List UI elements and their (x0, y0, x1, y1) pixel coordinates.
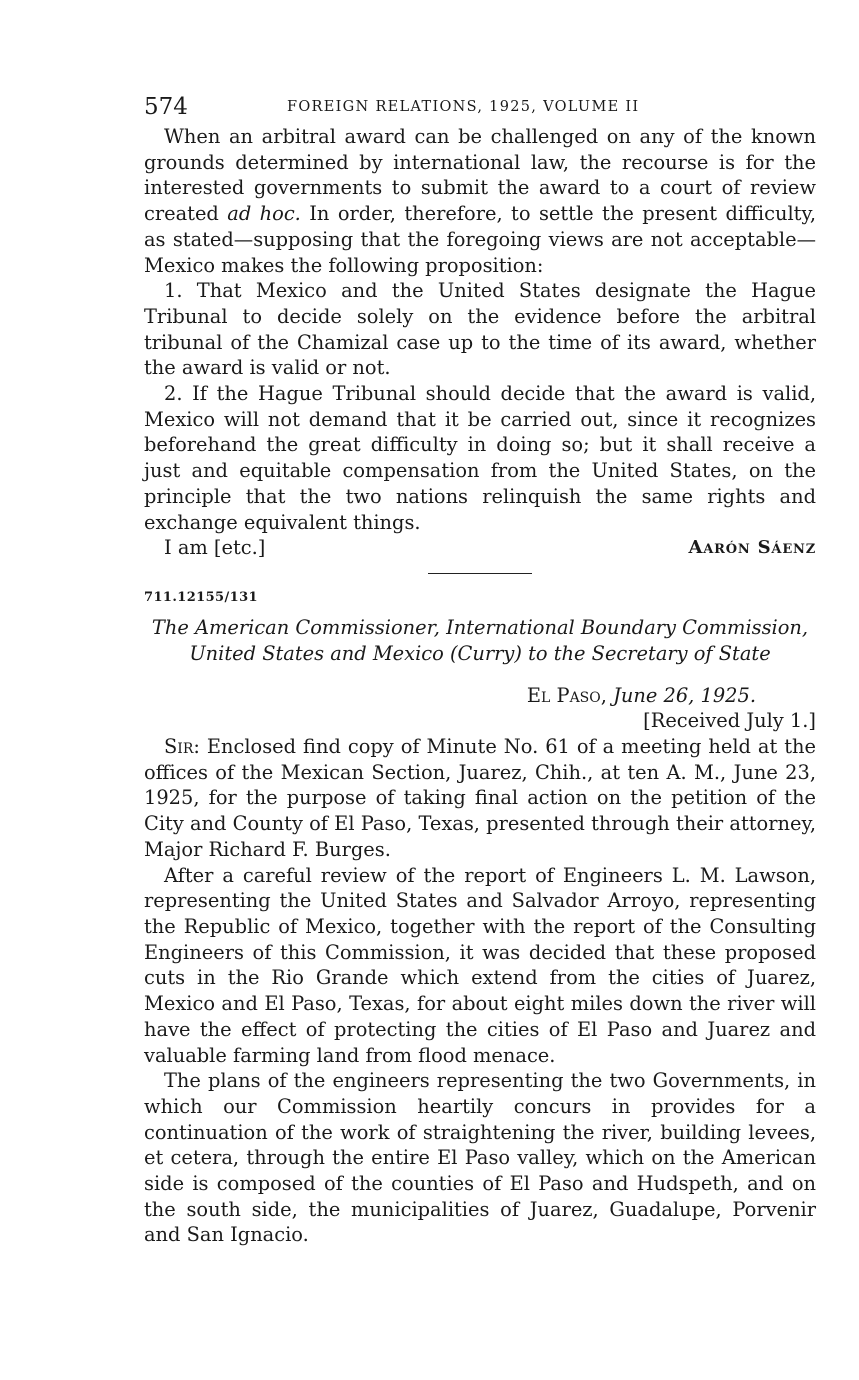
proposition-item-1: 1. That Mexico and the United States designate the Hague Tribunal to decide solely on the evidence before the arbitral tribunal of the Chamizal case up to the time of its award, whether the award is valid or not. (144, 279, 816, 380)
place-date (144, 683, 816, 709)
running-head: FOREIGN RELATIONS, 1925, VOLUME II (287, 99, 640, 115)
place: El Paso, (526, 683, 607, 707)
received-date: [Received July 1.] (643, 709, 816, 733)
section-divider (428, 573, 532, 574)
page-header (144, 96, 816, 124)
italic-phrase: ad hoc. (227, 202, 301, 226)
paragraph-text: In order, therefore, to settle the present difficulty, as stated—supposing that the foregoing views are not acceptable—Mexico makes the following proposition: (144, 202, 816, 277)
page-number: 574 (144, 94, 188, 120)
date: June 26, 1925. (613, 683, 756, 707)
file-number: 711.12155/131 (144, 590, 258, 606)
salutation: Sir (164, 735, 194, 759)
title-line-1: The American Commissioner, International Boundary Commission, (151, 616, 809, 640)
paragraph-text: : Enclosed find copy of Minute No. 61 of a meeting held at the offices of the Mexican Section, Juarez, Chih., at ten A. M., June 23, 1925, for the purpose of taking final action on the petition of the City and County of El Paso, Texas, presented through their attorney, Major Richard F. Burges. (144, 735, 816, 861)
document-title (144, 615, 816, 666)
closing-text: I am [etc.] (164, 536, 266, 560)
paragraph-engineers-plans: The plans of the engineers representing the two Governments, in which our Commission heartily concurs in provides for a continuation of the work of straightening the river, building levees, et cetera, through the entire El Paso valley, which on the American side is composed of the counties of El Paso and Hudspeth, and on the south side, the municipalities of Juarez, Guadalupe, Porvenir and San Ignacio. (144, 1069, 816, 1247)
proposition-item-2: 2. If the Hague Tribunal should decide that the award is valid, Mexico will not demand that it be carried out, since it recognizes beforehand the great difficulty in doing so; but it shall receive a just and equitable compensation from the United States, on the principle that the two nations relinquish the same rights and exchange equivalent things. (144, 382, 816, 534)
title-line-2: United States and Mexico (Curry) to the Secretary of State (189, 641, 771, 665)
paragraph-text: When an arbitral award can be challenged on any of the known grounds determined by international law, the recourse is for the interested governments to submit the award to a court of review created (144, 125, 816, 226)
signature: Aarón Sáenz (688, 537, 816, 559)
page (144, 96, 816, 1248)
letter-closing (144, 535, 816, 561)
paragraph-arbitral-award (144, 124, 816, 278)
paragraph-enclosed-minute (144, 734, 816, 863)
paragraph-engineers-review: After a careful review of the report of Engineers L. M. Lawson, representing the United States and Salvador Arroyo, representing the Republic of Mexico, together with the report of the Consulting Engineers of this Commission, it was decided that these proposed cuts in the Rio Grande which extend from the cities of Juarez, Mexico and El Paso, Texas, for about eight miles down the river will have the effect of protecting the cities of El Paso and Juarez and valuable farming land from flood menace. (144, 863, 816, 1067)
